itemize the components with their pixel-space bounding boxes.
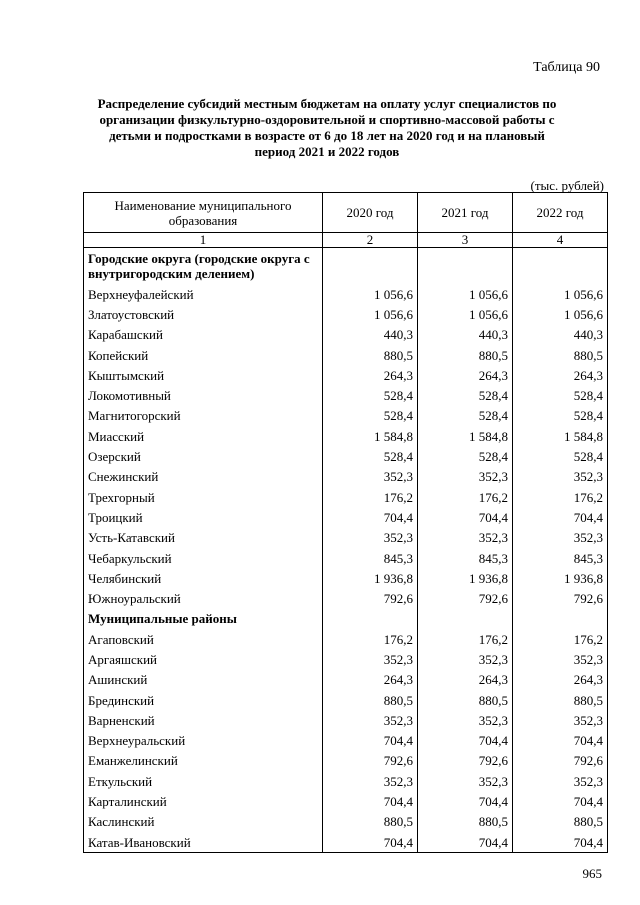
value-2021: 352,3 — [418, 649, 513, 669]
value-2020: 264,3 — [323, 365, 418, 385]
value-2022: 1 584,8 — [513, 426, 608, 446]
value-2022: 264,3 — [513, 670, 608, 690]
value-2021: 176,2 — [418, 629, 513, 649]
table-row — [84, 426, 608, 446]
header-2020: 2020 год — [323, 193, 418, 233]
value-2021: 880,5 — [418, 345, 513, 365]
document-title: Распределение субсидий местным бюджетам на оплату услуг специалистов по организации физкультурно-оздоровительной и спортивно-массовой работы с детьми и подростками в возрасте от 6 до 18 лет на 2020 год и на плановый период 2021 и 2022 годов — [97, 96, 557, 159]
municipality-name: Златоустовский — [84, 304, 323, 324]
value-2021: 176,2 — [418, 487, 513, 507]
value-2021: 352,3 — [418, 710, 513, 730]
value-2022: 704,4 — [513, 791, 608, 811]
empty-cell — [513, 609, 608, 629]
municipality-name: Аргаяшский — [84, 649, 323, 669]
value-2022: 352,3 — [513, 771, 608, 791]
table-row — [84, 446, 608, 466]
municipality-name: Агаповский — [84, 629, 323, 649]
municipality-name: Верхнеуфалейский — [84, 284, 323, 304]
municipality-name: Еткульский — [84, 771, 323, 791]
table-row — [84, 629, 608, 649]
table-row — [84, 406, 608, 426]
value-2020: 1 584,8 — [323, 426, 418, 446]
table-row — [84, 751, 608, 771]
value-2020: 792,6 — [323, 588, 418, 608]
value-2021: 352,3 — [418, 467, 513, 487]
table-row — [84, 345, 608, 365]
table-row — [84, 385, 608, 405]
value-2021: 264,3 — [418, 670, 513, 690]
table-row — [84, 467, 608, 487]
municipality-name: Верхнеуральский — [84, 731, 323, 751]
value-2022: 264,3 — [513, 365, 608, 385]
value-2022: 1 936,8 — [513, 568, 608, 588]
value-2021: 352,3 — [418, 771, 513, 791]
empty-cell — [418, 609, 513, 629]
value-2022: 704,4 — [513, 731, 608, 751]
table-row — [84, 528, 608, 548]
table-row — [84, 710, 608, 730]
value-2022: 440,3 — [513, 325, 608, 345]
value-2022: 352,3 — [513, 528, 608, 548]
value-2021: 528,4 — [418, 446, 513, 466]
value-2020: 1 056,6 — [323, 284, 418, 304]
group-header-row — [84, 248, 608, 285]
header-2022: 2022 год — [513, 193, 608, 233]
value-2022: 845,3 — [513, 548, 608, 568]
column-number: 2 — [323, 233, 418, 248]
value-2021: 792,6 — [418, 588, 513, 608]
value-2022: 176,2 — [513, 487, 608, 507]
value-2021: 1 584,8 — [418, 426, 513, 446]
municipality-name: Копейский — [84, 345, 323, 365]
value-2020: 352,3 — [323, 771, 418, 791]
value-2021: 528,4 — [418, 385, 513, 405]
value-2022: 880,5 — [513, 812, 608, 832]
subsidy-table — [83, 192, 608, 853]
value-2022: 352,3 — [513, 710, 608, 730]
municipality-name: Каслинский — [84, 812, 323, 832]
column-number: 1 — [84, 233, 323, 248]
value-2020: 880,5 — [323, 812, 418, 832]
value-2020: 792,6 — [323, 751, 418, 771]
empty-cell — [418, 248, 513, 285]
municipality-name: Озерский — [84, 446, 323, 466]
municipality-name: Карталинский — [84, 791, 323, 811]
table-body — [84, 248, 608, 853]
municipality-name: Локомотивный — [84, 385, 323, 405]
value-2020: 845,3 — [323, 548, 418, 568]
value-2020: 352,3 — [323, 649, 418, 669]
value-2021: 352,3 — [418, 528, 513, 548]
value-2021: 704,4 — [418, 731, 513, 751]
column-number-row — [84, 233, 608, 248]
value-2020: 880,5 — [323, 345, 418, 365]
value-2020: 704,4 — [323, 791, 418, 811]
value-2021: 792,6 — [418, 751, 513, 771]
value-2021: 528,4 — [418, 406, 513, 426]
value-2022: 1 056,6 — [513, 304, 608, 324]
value-2022: 528,4 — [513, 446, 608, 466]
value-2021: 880,5 — [418, 690, 513, 710]
table-row — [84, 812, 608, 832]
unit-label: (тыс. рублей) — [530, 178, 604, 193]
header-2021: 2021 год — [418, 193, 513, 233]
value-2022: 880,5 — [513, 345, 608, 365]
value-2020: 1 936,8 — [323, 568, 418, 588]
municipality-name: Снежинский — [84, 467, 323, 487]
value-2021: 704,4 — [418, 832, 513, 853]
group-header-row — [84, 609, 608, 629]
value-2020: 264,3 — [323, 670, 418, 690]
empty-cell — [323, 248, 418, 285]
table-row — [84, 791, 608, 811]
municipality-name: Трехгорный — [84, 487, 323, 507]
value-2021: 880,5 — [418, 812, 513, 832]
table-row — [84, 588, 608, 608]
municipality-name: Ашинский — [84, 670, 323, 690]
value-2021: 1 056,6 — [418, 304, 513, 324]
table-row — [84, 649, 608, 669]
value-2020: 1 056,6 — [323, 304, 418, 324]
value-2020: 704,4 — [323, 832, 418, 853]
municipality-name: Магнитогорский — [84, 406, 323, 426]
table-row — [84, 325, 608, 345]
municipality-name: Троицкий — [84, 507, 323, 527]
table-row — [84, 670, 608, 690]
value-2021: 1 936,8 — [418, 568, 513, 588]
table-row — [84, 731, 608, 751]
municipality-name: Кыштымский — [84, 365, 323, 385]
page-number: 965 — [582, 866, 602, 881]
value-2022: 528,4 — [513, 406, 608, 426]
table-row — [84, 771, 608, 791]
table-row — [84, 304, 608, 324]
value-2021: 440,3 — [418, 325, 513, 345]
value-2020: 704,4 — [323, 731, 418, 751]
table-row — [84, 690, 608, 710]
empty-cell — [323, 609, 418, 629]
empty-cell — [513, 248, 608, 285]
table-row — [84, 548, 608, 568]
municipality-name: Катав-Ивановский — [84, 832, 323, 853]
table-row — [84, 284, 608, 304]
table-row — [84, 487, 608, 507]
table-row — [84, 507, 608, 527]
value-2020: 352,3 — [323, 710, 418, 730]
value-2022: 352,3 — [513, 467, 608, 487]
municipality-name: Варненский — [84, 710, 323, 730]
value-2020: 440,3 — [323, 325, 418, 345]
value-2021: 264,3 — [418, 365, 513, 385]
header-municipality: Наименование муниципального образования — [84, 193, 323, 233]
municipality-name: Еманжелинский — [84, 751, 323, 771]
value-2022: 880,5 — [513, 690, 608, 710]
value-2022: 704,4 — [513, 507, 608, 527]
value-2022: 792,6 — [513, 751, 608, 771]
value-2020: 176,2 — [323, 487, 418, 507]
table-row — [84, 365, 608, 385]
value-2020: 176,2 — [323, 629, 418, 649]
value-2020: 528,4 — [323, 406, 418, 426]
municipality-name: Усть-Катавский — [84, 528, 323, 548]
value-2021: 845,3 — [418, 548, 513, 568]
table-number-label: Таблица 90 — [533, 60, 600, 75]
column-number: 4 — [513, 233, 608, 248]
value-2022: 528,4 — [513, 385, 608, 405]
municipality-name: Челябинский — [84, 568, 323, 588]
value-2022: 352,3 — [513, 649, 608, 669]
group-title: Городские округа (городские округа с внутригородским делением) — [84, 248, 323, 285]
value-2020: 352,3 — [323, 528, 418, 548]
value-2020: 704,4 — [323, 507, 418, 527]
value-2022: 704,4 — [513, 832, 608, 853]
value-2021: 704,4 — [418, 791, 513, 811]
value-2022: 176,2 — [513, 629, 608, 649]
value-2022: 1 056,6 — [513, 284, 608, 304]
table-header-row — [84, 193, 608, 233]
municipality-name: Брединский — [84, 690, 323, 710]
value-2022: 792,6 — [513, 588, 608, 608]
value-2021: 1 056,6 — [418, 284, 513, 304]
value-2020: 528,4 — [323, 446, 418, 466]
table-row — [84, 568, 608, 588]
value-2020: 352,3 — [323, 467, 418, 487]
municipality-name: Миасский — [84, 426, 323, 446]
group-title: Муниципальные районы — [84, 609, 323, 629]
value-2021: 704,4 — [418, 507, 513, 527]
table-row — [84, 832, 608, 853]
value-2020: 880,5 — [323, 690, 418, 710]
municipality-name: Карабашский — [84, 325, 323, 345]
value-2020: 528,4 — [323, 385, 418, 405]
column-number: 3 — [418, 233, 513, 248]
municipality-name: Чебаркульский — [84, 548, 323, 568]
municipality-name: Южноуральский — [84, 588, 323, 608]
